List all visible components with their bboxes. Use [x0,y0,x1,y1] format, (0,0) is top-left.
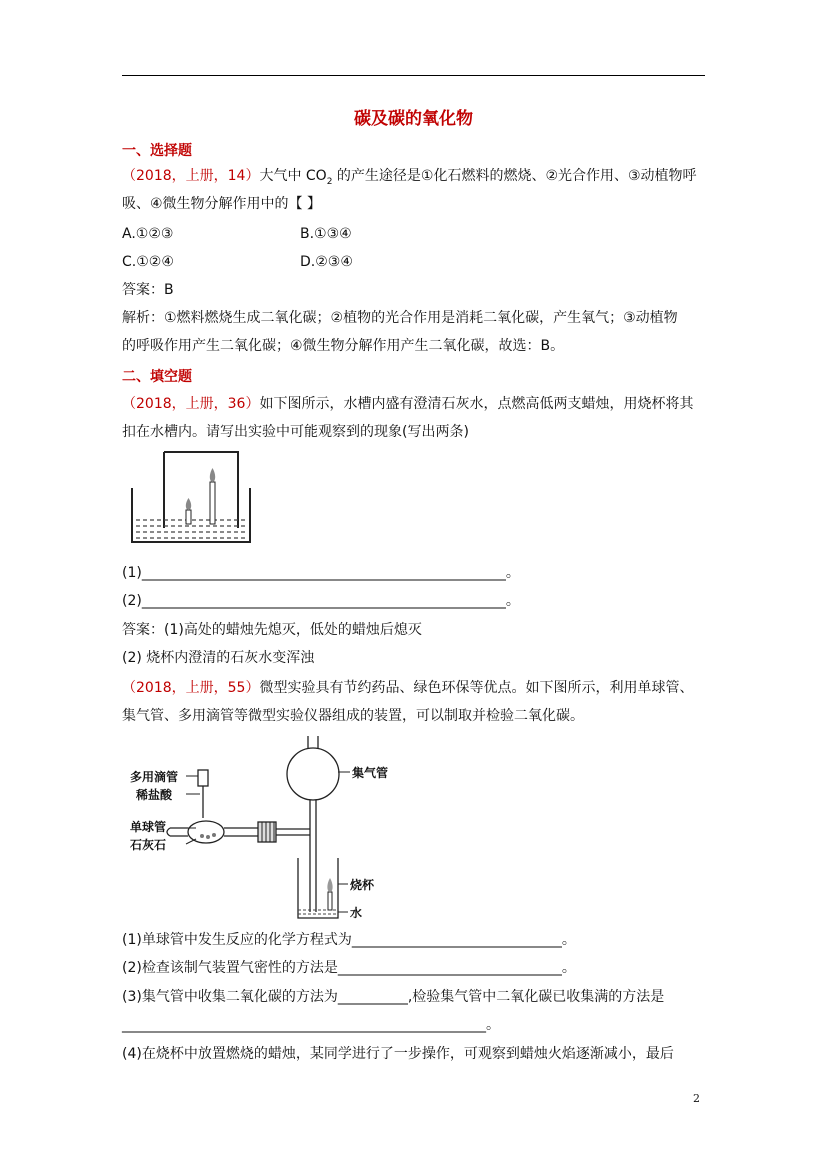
q1-option-c: C.①②④ [122,254,174,270]
q1-tag: （2018，上册，14） [122,168,260,184]
q1-text-b: 的产生途径是①化石燃料的燃烧、②光合作用、③动植物呼 [332,168,697,184]
q2-answer-1: 答案：(1)高处的蜡烛先熄灭，低处的蜡烛后熄灭 [122,622,422,638]
q2-line1 [122,394,693,414]
page-number: 2 [693,1092,700,1105]
label-ball-tube: 单球管 [130,820,167,834]
q2-text1: 如下图所示，水槽内盛有澄清石灰水，点燃高低两支蜡烛，用烧杯将其 [259,396,694,412]
label-collector: 集气管 [352,766,389,780]
header-rule [122,75,705,76]
q1-option-d: D.②③④ [300,254,353,270]
q1-line1 [122,166,697,192]
q1-sub: 2 [326,176,333,187]
q3-sub-3a[interactable]: (3)集气管中收集二氧化碳的方法为__________,检验集气管中二氧化碳已收集满的方法是 [122,989,665,1005]
q1-text-a: 大气中 CO [259,168,327,184]
trough-candle-figure [128,448,254,546]
q1-option-b: B.①③④ [300,226,352,242]
q2-answer-2: (2) 烧杯内澄清的石灰水变浑浊 [122,650,315,666]
label-beaker: 烧杯 [350,878,375,892]
q3-tag: （2018，上册，55） [122,680,260,696]
q1-answer: 答案：B [122,282,174,298]
q3-sub-1[interactable]: (1)单球管中发生反应的化学方程式为______________________________。 [122,932,576,948]
q2-blank-2[interactable]: (2)____________________________________________________。 [122,593,520,609]
q3-line2: 集气管、多用滴管等微型实验仪器组成的装置，可以制取并检验二氧化碳。 [122,708,584,724]
q1-option-a: A.①②③ [122,226,174,242]
q2-blank-1[interactable]: (1)____________________________________________________。 [122,565,520,581]
q1-explanation-2: 的呼吸作用产生二氧化碳；④微生物分解作用产生二氧化碳，故选：B。 [122,338,565,354]
label-dropper: 多用滴管 [130,770,179,784]
label-limestone: 石灰石 [130,838,167,852]
q3-sub-3b[interactable]: ____________________________________________________。 [122,1017,500,1033]
q2-line2: 扣在水槽内。请写出实验中可能观察到的现象(写出两条) [122,424,469,440]
q3-line1 [122,678,693,698]
page-title: 碳及碳的氧化物 [354,109,473,129]
q2-tag: （2018，上册，36） [122,396,260,412]
q3-sub-4: (4)在烧杯中放置燃烧的蜡烛，某同学进行了一步操作，可观察到蜡烛火焰逐渐减小，最后 [122,1046,674,1062]
apparatus-figure [130,732,430,924]
q1-line2: 吸、④微生物分解作用中的【 】 [122,196,322,212]
q3-sub-2[interactable]: (2)检查该制气装置气密性的方法是________________________________。 [122,960,576,976]
section-heading-choice: 一、选择题 [122,143,192,159]
label-water: 水 [350,906,363,920]
q1-explanation-1: 解析：①燃料燃烧生成二氧化碳；②植物的光合作用是消耗二氧化碳，产生氧气；③动植物 [122,310,678,326]
label-acid: 稀盐酸 [136,788,173,802]
q3-text1: 微型实验具有节约药品、绿色环保等优点。如下图所示，利用单球管、 [259,680,694,696]
section-heading-fill: 二、填空题 [122,369,192,385]
